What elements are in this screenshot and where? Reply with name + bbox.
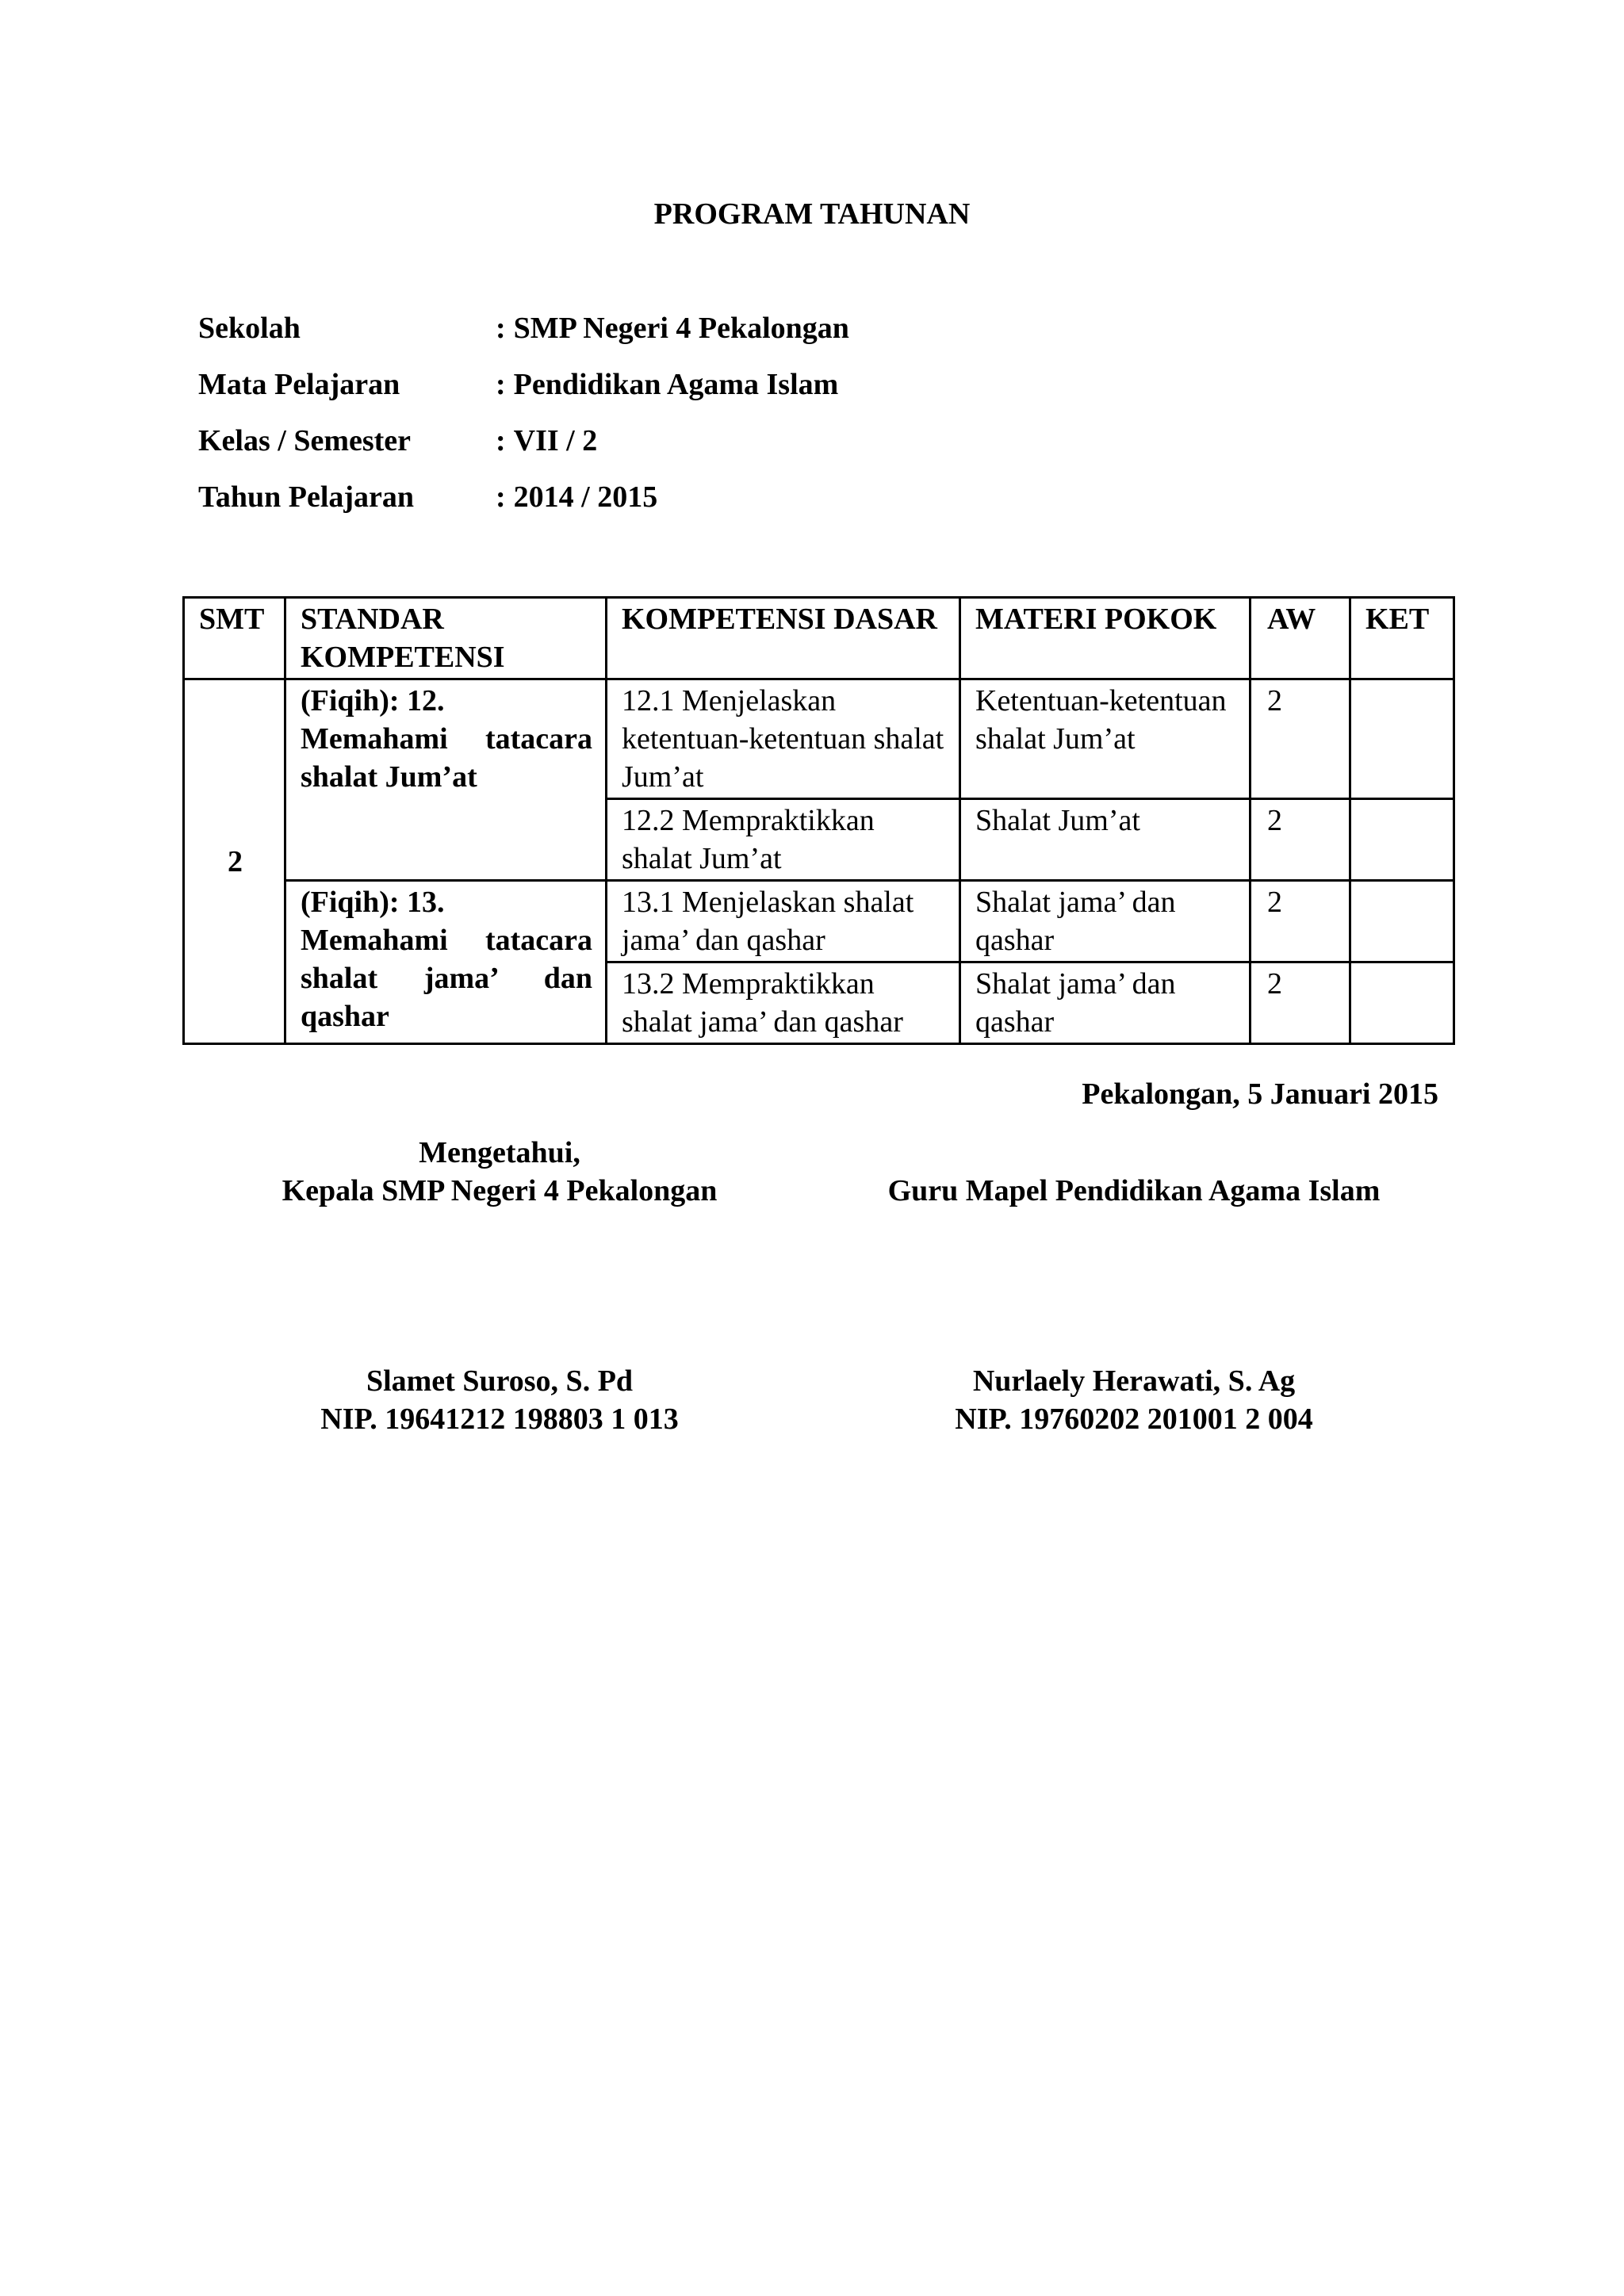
left-signatory-heading — [182, 1134, 817, 1210]
left-signatory — [182, 1362, 817, 1438]
ket-cell — [1350, 679, 1454, 799]
sk-code: (Fiqih): 12. — [301, 684, 445, 718]
info-label: Kelas / Semester — [198, 424, 412, 457]
ket-cell — [1350, 881, 1454, 962]
sk-text: Memahami tatacara shalat jama’ dan qashar — [301, 924, 592, 1033]
colon: : — [496, 368, 506, 401]
left-signatory-title: Kepala SMP Negeri 4 Pekalongan — [282, 1174, 718, 1207]
aw-cell: 2 — [1251, 679, 1350, 799]
materi-pokok-cell: Shalat jama’ dan qashar — [960, 962, 1251, 1044]
left-signatory-name: Slamet Suroso, S. Pd — [366, 1364, 634, 1398]
right-signatory-title: Guru Mapel Pendidikan Agama Islam — [887, 1174, 1381, 1207]
info-value-text: VII / 2 — [513, 424, 598, 457]
page-title: PROGRAM TAHUNAN — [653, 197, 971, 231]
info-label: Sekolah — [198, 312, 301, 345]
info-value — [496, 367, 838, 402]
place-date: Pekalongan, 5 Januari 2015 — [1082, 1077, 1438, 1111]
table-row — [184, 679, 1454, 799]
ket-cell — [1350, 962, 1454, 1044]
header-materi-pokok: MATERI POKOK — [960, 598, 1251, 679]
colon: : — [496, 312, 506, 345]
header-kompetensi-dasar: KOMPETENSI DASAR — [607, 598, 960, 679]
header-standar-kompetensi: STANDAR KOMPETENSI — [285, 598, 607, 679]
info-label: Mata Pelajaran — [198, 368, 400, 401]
program-table — [182, 596, 1455, 1045]
header-smt: SMT — [184, 598, 285, 679]
standar-kompetensi-cell — [285, 881, 607, 1044]
info-value — [496, 423, 597, 458]
info-value — [496, 480, 657, 515]
colon: : — [496, 424, 506, 457]
sk-code: (Fiqih): 13. — [301, 886, 445, 919]
info-value-text: 2014 / 2015 — [513, 480, 658, 514]
header-aw: AW — [1251, 598, 1350, 679]
info-value-text: SMP Negeri 4 Pekalongan — [513, 312, 849, 345]
kompetensi-dasar-cell: 12.1 Menjelaskan ketentuan-ketentuan shalat Jum’at — [607, 679, 960, 799]
left-signatory-nip: NIP. 19641212 198803 1 013 — [320, 1402, 679, 1436]
standar-kompetensi-cell — [285, 679, 607, 881]
right-signatory-name: Nurlaely Herawati, S. Ag — [972, 1364, 1296, 1398]
aw-cell: 2 — [1251, 881, 1350, 962]
right-signatory — [817, 1362, 1451, 1438]
info-value — [496, 311, 849, 346]
right-signatory-heading — [817, 1172, 1451, 1210]
materi-pokok-cell: Shalat Jum’at — [960, 799, 1251, 881]
right-signatory-nip: NIP. 19760202 201001 2 004 — [955, 1402, 1313, 1436]
materi-pokok-cell: Ketentuan-ketentuan shalat Jum’at — [960, 679, 1251, 799]
kompetensi-dasar-cell: 13.2 Mempraktikkan shalat jama’ dan qashar — [607, 962, 960, 1044]
materi-pokok-cell: Shalat jama’ dan qashar — [960, 881, 1251, 962]
colon: : — [496, 480, 506, 514]
table-header-row — [184, 598, 1454, 679]
header-ket: KET — [1350, 598, 1454, 679]
smt-cell: 2 — [184, 679, 285, 1044]
info-value-text: Pendidikan Agama Islam — [513, 368, 839, 401]
info-label: Tahun Pelajaran — [198, 480, 415, 514]
aw-cell: 2 — [1251, 962, 1350, 1044]
kompetensi-dasar-cell: 12.2 Mempraktikkan shalat Jum’at — [607, 799, 960, 881]
table-row — [184, 881, 1454, 962]
kompetensi-dasar-cell: 13.1 Menjelaskan shalat jama’ dan qashar — [607, 881, 960, 962]
aw-cell: 2 — [1251, 799, 1350, 881]
acknowledged-label: Mengetahui, — [419, 1136, 580, 1169]
sk-text: Memahami tatacara shalat Jum’at — [301, 722, 592, 794]
ket-cell — [1350, 799, 1454, 881]
